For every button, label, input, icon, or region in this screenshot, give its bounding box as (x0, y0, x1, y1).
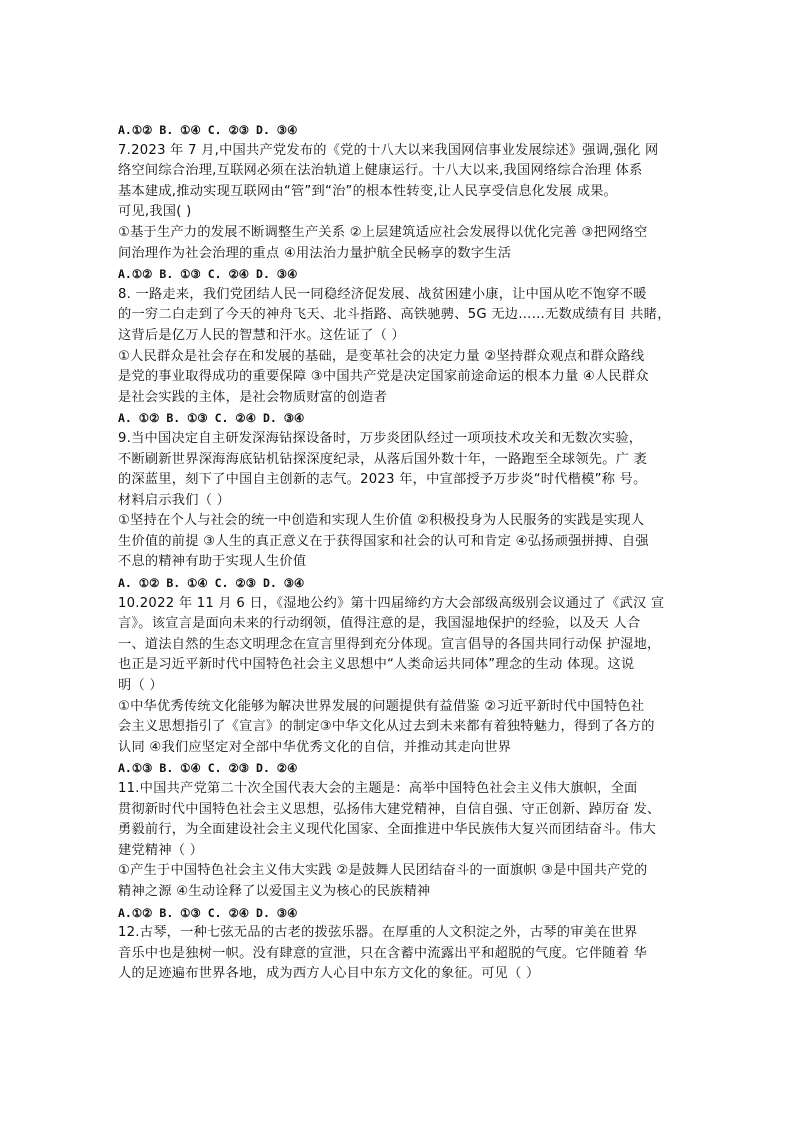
q11-stem-line: 11.中国共产党第二十次全国代表大会的主题是：高举中国特色社会主义伟大旗帜，全面 (118, 781, 638, 796)
q7-stem-line: 基本建成,推动实现互联网由“管”到“治”的根本性转变,让人民享受信息化发展 成果。 (118, 183, 618, 199)
q8-answer-options: A. ①② B. ①③ C. ②④ D. ③④ (118, 411, 305, 426)
q9-stem-line: 9.当中国决定自主研发深海钻探设备时，万步炎团队经过一项项技术攻关和无数次实验， (118, 430, 643, 446)
q11-stem-line: 贯彻新时代中国特色社会主义思想，弘扬伟大建党精神，自信自强、守正创新、踔厉奋 发、 (118, 801, 661, 817)
q8-choices-line: 是党的事业取得成功的重要保障 ③中国共产党是决定国家前途命运的根本力量 ④人民群众 (118, 369, 649, 385)
q10-choices-line: ①中华优秀传统文化能够为解决世界发展的问题提供有益借鉴 ②习近平新时代中国特色社 (118, 698, 645, 714)
q11-stem-line: 建党精神（ ） (118, 842, 204, 858)
q9-stem-line: 不断刷新世界深海海底钻机钻探深度纪录，从落后国外数十年，一路跑至全球领先。广 袤 (118, 451, 648, 467)
q6-answer-options: A.①② B. ①④ C. ②③ D. ③④ (118, 123, 298, 137)
q7-choices-line: 间治理作为社会治理的重点 ④用法治力量护航全民畅享的数字生活 (118, 245, 512, 261)
q10-choices-line: 会主义思想指引了《宣言》的制定③中华文化从过去到未来都有着独特魅力，得到了各方的 (118, 719, 655, 735)
q10-stem-line: 一、道法自然的生态文明理念在宣言里得到充分体现。宣言倡导的各国共同行动保 护湿地， (118, 636, 661, 652)
q9-choices-line: ①坚持在个人与社会的统一中创造和实现人生价值 ②积极投身为人民服务的实践是实现人 (118, 513, 645, 529)
q12-stem-line: 音乐中也是独树一帜。没有肆意的宣泄，只在含蓄中流露出平和超脱的气度。它伴随着 华 (118, 945, 648, 961)
q7-stem-line: 可见,我国( ) (118, 204, 192, 220)
q9-choices-line: 不息的精神有助于实现人生价值 (118, 554, 307, 570)
q11-choices-line: ①产生于中国特色社会主义伟大实践 ②是鼓舞人民团结奋斗的一面旗帜 ③是中国共产党的 (118, 863, 648, 879)
q8-stem-line: 的一穷二白走到了今天的神舟飞天、北斗指路、高铁驰骋、5G 无边……无数成绩有目 共睹， (118, 307, 671, 323)
q10-stem-line: 10.2022 年 11 月 6 日，《湿地公约》第十四届缔约方大会部级高级别会议通过了《武汉 宣 (118, 595, 665, 611)
q10-stem-line: 也正是习近平新时代中国特色社会主义思想中“人类命运共同体”理念的生动 体现。这说 (118, 657, 635, 673)
q8-stem-line: 8. 一路走来，我们党团结人民一同稳经济促发展、战贫困建小康，让中国从吃不饱穿不暖 (118, 286, 647, 302)
q10-choices-line: 认同 ④我们应坚定对全部中华优秀文化的自信，并推动其走向世界 (118, 739, 512, 755)
q11-choices-line: 精神之源 ④生动诠释了以爱国主义为核心的民族精神 (118, 883, 431, 899)
q8-stem-line: 这背后是亿万人民的智慧和汗水。这佐证了（ ） (118, 327, 405, 343)
q11-stem-line: 勇毅前行，为全面建设社会主义现代化国家、全面推进中华民族伟大复兴而团结奋斗。伟大 (118, 822, 657, 838)
q7-stem-line: 络空间综合治理,互联网必须在法治轨道上健康运行。十八大以来,我国网络综合治理 体系 (118, 163, 643, 179)
q9-stem-line: 材料启示我们（ ） (118, 492, 231, 508)
q9-answer-options: A. ①② B. ①④ C. ②③ D. ③④ (118, 576, 305, 591)
q10-stem-line: 言》。该宣言是面向未来的行动纲领，值得注意的是，我国湿地保护的经验，以及天 人合 (118, 616, 641, 632)
q10-stem-line: 明（ ） (118, 678, 163, 694)
q7-stem-line: 7.2023 年 7 月,中国共产党发布的《党的十八大以来我国网信事业发展综述》强调,强化 网 (118, 142, 659, 158)
q8-choices-line: ①人民群众是社会存在和发展的基础，是变革社会的决定力量 ②坚持群众观点和群众路线 (118, 348, 645, 364)
exam-page (118, 120, 678, 985)
q12-stem-line: 12.古琴，一种七弦无品的古老的拨弦乐器。在厚重的人文积淀之外，古琴的审美在世界 (118, 925, 638, 941)
q9-stem-line: 的深蓝里，刻下了中国自主创新的志气。2023 年，中宣部授予万步炎“时代楷模”称 号。 (118, 472, 647, 488)
q9-choices-line: 生价值的前提 ③人生的真正意义在于获得国家和社会的认可和肯定 ④弘扬顽强拼搏、自强 (118, 533, 649, 549)
q11-answer-options: A.①② B. ①③ C. ②④ D. ③④ (118, 905, 298, 920)
q10-answer-options: A.①③ B. ①④ C. ②③ D. ②④ (118, 761, 298, 776)
q12-stem-line: 人的足迹遍布世界各地，成为西方人心目中东方文化的象征。可见（ ） (118, 966, 540, 982)
q7-answer-options: A.①② B. ①③ C. ②④ D. ③④ (118, 267, 298, 282)
q8-choices-line: 是社会实践的主体，是社会物质财富的创造者 (118, 389, 388, 405)
q7-choices-line: ①基于生产力的发展不断调整生产关系 ②上层建筑适应社会发展得以优化完善 ③把网络空 (118, 224, 648, 240)
